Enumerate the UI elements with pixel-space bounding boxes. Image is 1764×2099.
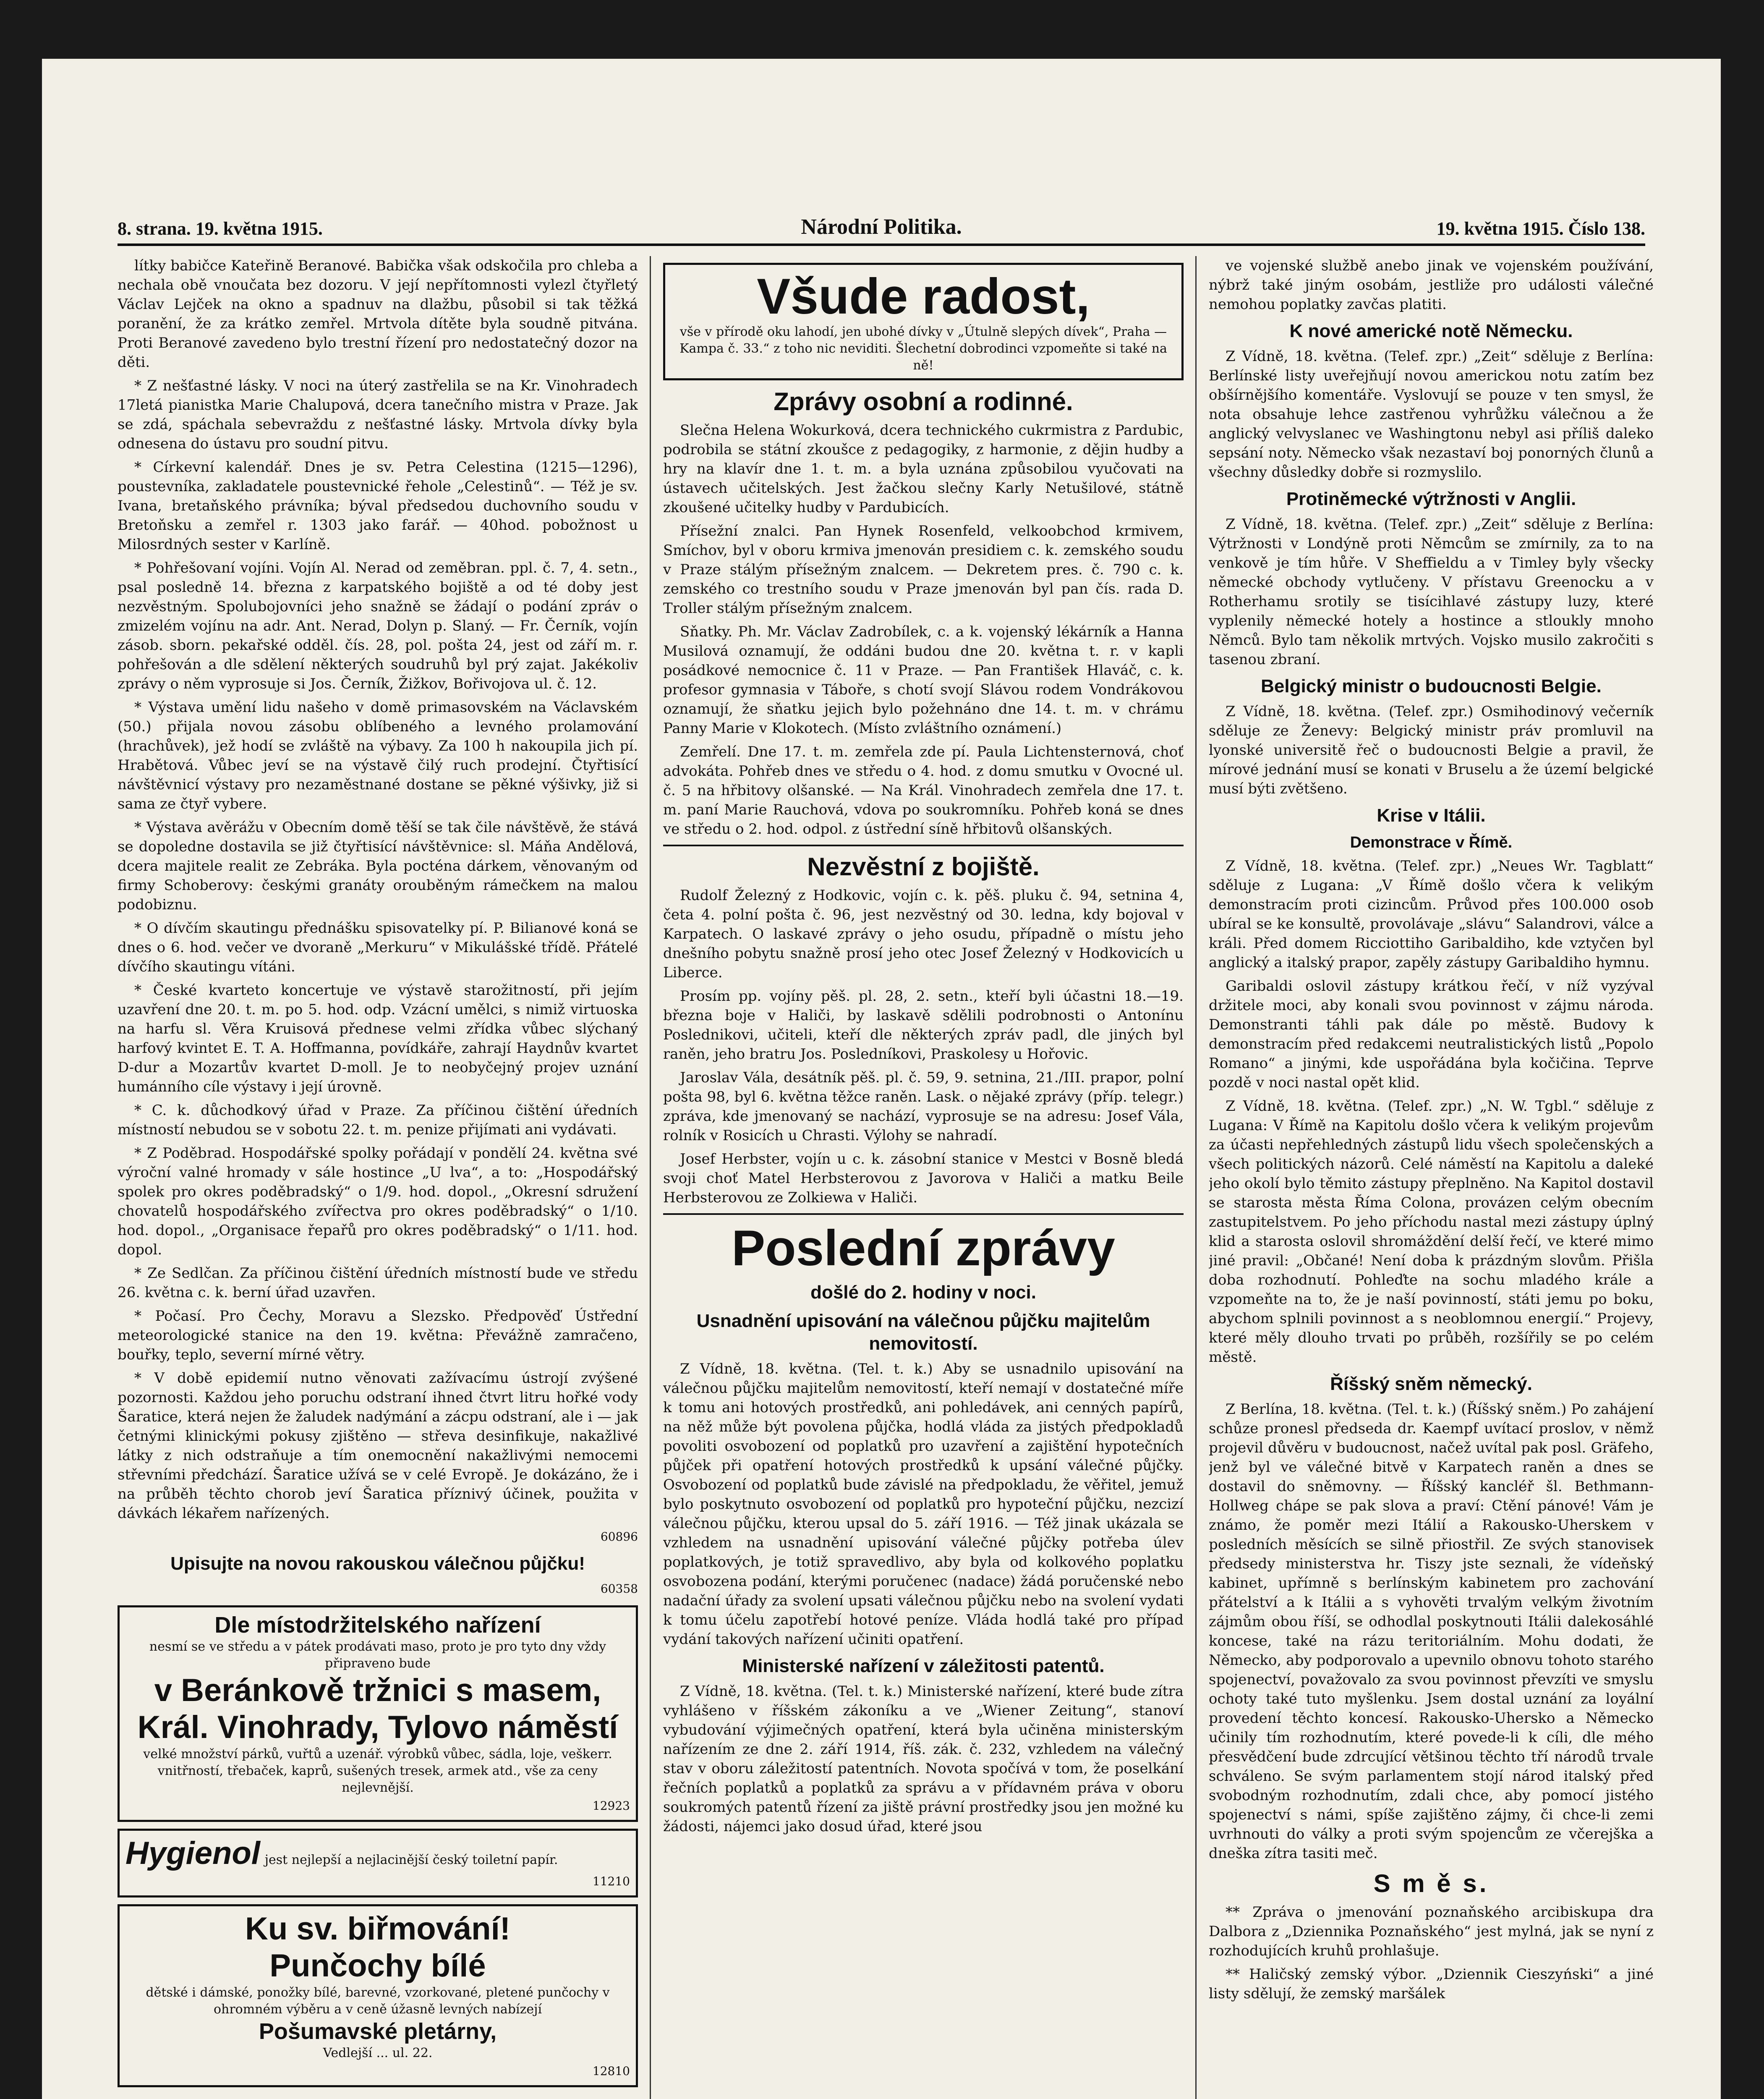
ad-number: 12923 [592,1799,630,1813]
masthead: Národní Politika. [801,215,962,239]
article-heading: K nové americké notě Německu. [1289,321,1573,341]
article-heading: Protiněmecké výtržnosti v Anglii. [1286,489,1576,509]
section-heading: Poslední zprávy [732,1220,1115,1276]
section-subheading: došlé do 2. hodiny v noci. [810,1282,1036,1303]
article-text: Garibaldi oslovil zástupy krátkou řečí, v níž vyzýval držitele moci, aby konali svou povinnost v zájmu národa. Demonstranti táhli pak dále po městě. Budovy k demonstracím před redakcemi neutralistických listů „Popolo Romano“ a jinými, kde uspořádána byla kočičina. Teprve pozdě v noci nastal opět klid. [1209,978,1654,1091]
column-rule [650,256,651,2099]
article-text: ** Haličský zemský výbor. „Dziennik Cieszyński“ a jiné listy sdělují, že zemský maršálek [1209,1966,1654,2002]
ad-number: 60896 [600,1530,638,1544]
article-text: * V době epidemií nutno věnovati zažívacímu ústrojí zvýšené pozornosti. Každou jeho poruchu odstraní ihned čtvrt litru hořké vody Šaratice, která nejen že žaludek nadýmání a zácpu odstraní, ale i — jak četnými klinickými pokusy zjištěno — střeva desinfikuje, nakažlivé látky z nich odstraňuje a tím onemocnění nakažlivými nemocemi střevními předchází. Šaratice užívá se v celé Evropě. Je dokázáno, že i na průběh těchto chorob jeví Šaratica příznivý účinek, použita v dávkách lékařem nařízených. [118,1370,638,1522]
ad-headline: Král. Vinohrady, Tylovo náměstí [137,1709,618,1745]
article-text: lítky babičce Kateřině Beranové. Babička však odskočila pro chleba a nechala obě vnoučata bez dozoru. V její nepřítomnosti vylezl čtyřletý Václav Lejček na okno a spadnuv na dlažbu, působil si tak těžká poranění, že za krátko zemřel. Mrtvola dítěte byla soudně pitvána. Proti Beranové zavedeno bylo trestní řízení pro nedostatečný dozor na děti. [118,257,638,371]
article-text: Z Vídně, 18. května. (Tel. t. k.) Ministerské nařízení, které bude zítra vyhlášeno v říšském zákoníku a ve „Wiener Zeitung“, stanoví vybudování výjimečných opatření, která byla učiněna ministerským nařízením ze dne 2. září 1914, říš. zák. č. 232, vzhledem na válečný stav v oboru záležitostí patentních. Novota spočívá v tom, že poselkání řečních poplatků a poplatků za správu a v přídavném práva v oboru soukromých patentů řízení za jiště právní prostředky jsou jen možné ku žádosti, nájemci jako dosud úřad, které jsou [663,1683,1184,1835]
section-heading: Nezvěstní z bojiště. [807,853,1040,881]
article-text: * České kvarteto koncertuje ve výstavě starožitností, při jejím uzavření dne 20. t. m. po 5. hod. odp. Vzácní umělci, s nimiž virtuoska na harfu sl. Věra Kruisová přednese velmi zřídka vůbec slýchaný harfový kvintet E. T. A. Hoffmanna, povídkáře, zahrají Haydnův kvartet D-dur a Mozartův kvartet D-moll. Je to neobyčejný projev uznání humánního cíle výstavy i její úrovně. [118,982,638,1095]
article-text: Z Vídně, 18. května. (Telef. zpr.) „N. W. Tgbl.“ sděluje z Lugana: V Římě na Kapitolu došlo včera k velikým projevům za účasti nepřehledných zástupů lidu všech společenských a všech politických názorů. Celé náměstí na Kapitolu a daleké jeho okolí bylo těmito zástupy přeplněno. Na Kapitol dostavil se starosta města Říma Colona, provázen celým obecním zastupitelstvem. Po jeho příchodu nastal mezi zástupy úplný klid a starosta oslovil shromáždění delší řečí, ve které mimo jiné pravil: „Občané! Není doba k prázdným slovům. Přišla doba rozhodnutí. Pohleďte na sochu mladého krále a vzpomeňte na to, že je naší povinností, státi jemu po boku, abychom splnili povinnost a s neoblomnou energií.“ Projevy, které měly dlouho trvati po průběh, rozšířily se po celém městě. [1209,1098,1654,1366]
article-text: * C. k. důchodkový úřad v Praze. Za příčinou čištění úředních místností nebudou se v sobotu 22. t. m. penize přijímati ani vydávati. [118,1102,638,1138]
article-text: Sňatky. Ph. Mr. Václav Zadrobílek, c. a k. vojenský lékárník a Hanna Musilová oznamují, že oddáni budou dne 20. května t. r. v kapli posádkové nemocnice č. 11 v Praze. — Pan František Hlaváč, c. k. profesor gymnasia v Táboře, s chotí svojí Slávou rodem Vondrákovou oznamují, že sňatku jejich bylo požehnáno dne 14. t. m. v chrámu Panny Marie v Klokotech. (Místo zvláštního oznámení.) [663,623,1184,737]
ad-number: 11210 [592,1874,630,1888]
market-ad [118,1605,638,1822]
article-text: Slečna Helena Wokurková, dcera technického cukrmistra z Pardubic, podrobila se státní zkoušce z pedagogiky, z harmonie, z dějin hudby a hry na klavír dne 1. t. m. a byla uznána způsobilou vyučovati na ústavech učitelských. Jest žačkou slečny Karly Netušilové, státně zkoušené učitelky hudby v Pardubicích. [663,422,1184,516]
article-text: Jaroslav Vála, desátník pěš. pl. č. 59, 9. setnina, 21./III. prapor, polní pošta 98, byl 6. května těžce raněn. Lask. o nějaké zprávy (příp. telegr.) zpráva, kde jmenovaný se nachází, vyprosuje se na adresu: Josef Vála, rolník v Rosicích u Chrasti. Výlohy se nahradí. [663,1069,1184,1144]
article-text: * Počasí. Pro Čechy, Moravu a Slezsko. Předpověď Ústřední meteorologické stanice na den 19. května: Převážně zamračeno, bouřky, teplo, severní mírné větry. [118,1308,638,1363]
article-text: * Výstava avěrážu v Obecním domě těší se tak čile návštěvě, že stává se dopoledne dostavila se již čtyřtisící návštěvnice: sl. Máňa Andělová, dcera majitele realit ze Zebráka. Byla pocténa dárkem, věnovaným od firmy Schoberovy: českými granáty orouběným rámečkem na malou podobiznu. [118,819,638,913]
article-text: * Pohřešovaní vojíni. Vojín Al. Nerad od zeměbran. ppl. č. 7, 4. setn., psal posledně 14. března z karpatského bojiště a od té doby jest nezvěstným. Spolubojovníci jeho snažně se žádají o podání zpráv o zmizelém vojínu na adr. Ant. Nerad, Dolyn p. Slaný. — Fr. Černík, vojín zásob. sborn. pekařské odděl. čís. 28, pol. pošta 24, jest od září m. r. pohřešován a dle sdělení některých soudruhů byl prý zajat. Jakékoliv zprávy o něm vyprosuje si Jos. Černík, Žižkov, Bořivojova ul. č. 12. [118,560,638,692]
newspaper-page [42,59,1721,2099]
column-rule [1195,256,1197,2099]
ad-headline: Všude radost, [757,268,1090,325]
column-2 [663,256,1184,2099]
article-text: * Ze Sedlčan. Za příčinou čištění úředních místností bude ve středu 26. května c. k. berní úřad uzavřen. [118,1265,638,1301]
article-text: Z Vídně, 18. května. (Telef. zpr.) Osmihodinový večerník sděluje ze Ženevy: Belgický ministr práv promluvil na lyonské universitě řeč o budoucnosti Belgie a pravil, že mírové jednání musí se konati v Bruselu a že území belgické musí býti zvětšeno. [1209,703,1654,797]
article-text: Přísežní znalci. Pan Hynek Rosenfeld, velkoobchod krmivem, Smíchov, byl v oboru krmiva jmenován presidiem c. k. zemského soudu v Praze stálým přísežným znalcem. — Dekretem pres. č. 790 c. k. zemského co trestního soudu v Praze jmenován byl pan čís. rada D. Troller stálým přísežným znalcem. [663,523,1184,617]
ad-number: 60358 [600,1582,638,1596]
ad-address: Vedlejší ... ul. 22. [323,2046,433,2060]
divider [663,1213,1184,1215]
section-heading: Zprávy osobní a rodinné. [774,387,1073,416]
article-subheading: Demonstrace v Římě. [1350,834,1513,851]
column-3 [1209,256,1654,2099]
article-text: Z Vídně, 18. května. (Tel. t. k.) Aby se usnadnilo upisování na válečnou půjčku majitelům nemovitostí, kteří nemají v dostatečné míře k tomu ani hotových prostředků, ani pohledávek, ani cenných papírů, na něž může být povolena půjčka, hodlá vláda za jistých předpokladů povoliti osvobození od poplatků pro uzavření a zajištění hypotečních půjček při opatření hotových prostředků k upsání válečné půjčky. Osvobození od poplatků bude závislé na předpokladu, že věřitel, jemuž bylo poskytnuto osvobození od poplatků pro hypoteční půjčku, nezcizí válečnou půjčku, kterou upsal do 5. září 1916. — Též jinak ukázala se vzhledem na usnadnění upisování válečné půjčky potřeba úlev poplatkových, je totiž spravedlivo, aby byla od kolkového poplatku osvobozena podání, kterými poručenec (nadace) žádá poručenské nebo nadační úřady za svolení upsati válečnou půjčku nebo na svolení vydati k tomu účelu zapotřebí hotové peníze. Vláda hodlá také pro případ vydání takových nařízení učiniti opatření. [663,1361,1184,1648]
article-text: * Církevní kalendář. Dnes je sv. Petra Celestina (1215—1296), poustevníka, zakladatele poustevnické řehole „Celestinů“. — Též je sv. Ivana, bretaňského právníka; býval předsedou duchovního soudu v Bretoňsku a zemřel r. 1303 jako farář. — 40hod. pobožnost u Milosrdných sester v Karlíně. [118,459,638,553]
ad-title: Dle místodržitelského nařízení [214,1612,541,1638]
ad-headline: Punčochy bílé [269,1948,486,1984]
stockings-ad [118,1904,638,2087]
article-text: Z Berlína, 18. května. (Tel. t. k.) (Říšský sněm.) Po zahájení schůze pronesl předseda dr. Kaempf uvítací proslov, v němž projevil důvěru v budoucnost, načež uvítal pak posl. Gräfeho, jenž byl ve válečné bitvě v Karpatech raněn a dnes se dostavil do sněmovny. — Říšský kancléř šl. Bethmann-Hollweg chápe se pak slova a praví: Ctění pánové! Vám je známo, že poměr mezi Itálií a Rakousko-Uherskem v posledních měsících se silně přiostřil. Ze svých stanovisek předsedy ministerstva hr. Tiszy jste seznali, že vídeňský kabinet, upřímně s berlínským kabinetem pro zachování přátelství a k Itálii a s vyhověti trvalým velkým životním zájmům obou říší, se odhodlal poskytnouti Itálii dalekosáhlé koncese, také na rázu teritoriálním. Mohu dodati, že Německo, aby podporovalo a upevnilo obnovu tohoto starého spojenectví, považovalo za svou povinnost převzíti ve smyslu ochoty také tuto myšlenku. Jsem dostal uznání za loyální provedení těchto koncesí. Rakousko-Uhersko a Německo učinily tím rozhodnutím, které povede-li k cíli, dle mého přesvědčení bude zdrcující většinou těchto tří národů trvale schváleno. Se svým parlamentem stojí národ italský před svobodným rozhodnutím, zdali chce, aby pomocí jistého spojenectví s námi, spíše zajištěno zájmy, či chce-li zemi uvrhnouti do války a proti svým spojencům ze včerejška a dneška zítra tasiti meč. [1209,1401,1654,1862]
divider [663,845,1184,846]
article-text: ve vojenské službě anebo jinak ve vojenském používání, nýbrž také jiným osobám, jestliže pro události válečné nemohou poplatky zavčas platiti. [1209,257,1654,313]
article-text: Z Vídně, 18. května. (Telef. zpr.) „Zeit“ sděluje z Berlína: Výtržnosti v Londýně proti Němcům se zmírnily, za to na venkově je tím hůře. V Sheffieldu a v Timley byly všecky německé obchody vytlučeny. V přístavu Greenocku a v Rotherhamu srotily se tisícihlavé zástupy luzy, které vyplenily německé hotely a hostince a stloukly mnoho Němců. Bylo tam několik mrtvých. Vojsko musilo zakročiti s tasenou zbraní. [1209,516,1654,668]
article-text: * Výstava umění lidu našeho v domě primasovském na Václavském (50.) přijala novou zásobu oblíbeného a levného prolamování (hrachůvek), jež hodí se zvláště na výbavy. Za 100 h nakoupila jich pí. Hrabětová. Vůbec jeví se na výstavě čilý ruch prodejní. Čtyřtisící návštěvnicí výstavy pro nezaměstnané dostane se pěkné výšivky, již si sama ze čtyř vybere. [118,699,638,812]
article-heading: Říšský sněm německý. [1330,1374,1532,1394]
ad-text: vše v přírodě oku lahodí, jen ubohé dívky v „Útulně slepých dívek“, Praha — Kampa č. 33.“ z toho nic neviditi. Šlechetní dobrodinci vzpomeňte si také na ně! [679,325,1167,373]
loan-ad: Upisujte na novou rakouskou válečnou půjčku! [170,1553,585,1574]
header-right: 19. května 1915. Číslo 138. [1436,218,1645,239]
article-text: Prosím pp. vojíny pěš. pl. 28, 2. setn., kteří byli účastni 18.—19. března boje v Haliči, by laskavě sdělili podrobnosti o Antonínu Poslednikovi, učiteli, kteří dle některých zpráv padl, dle jiných byl raněn, jeho bratru Jos. Posledníkovi, Praskolesy u Hořovic. [663,988,1184,1063]
charity-ad [663,263,1184,380]
ad-text: dětské i dámské, ponožky bílé, barevné, vzorkované, pletené punčochy v ohromném výběru a v ceně úžasně levných nabízejí [146,1985,610,2017]
ad-headline: Hygienol [125,1835,260,1871]
article-heading: Usnadnění upisování na válečnou půjčku majitelům nemovitostí. [696,1311,1150,1354]
ad-headline: v Beránkově tržnici s masem, [154,1672,601,1708]
ad-number: 12810 [592,2064,630,2078]
hygienol-ad [118,1829,638,1897]
ad-firm: Pošumavské pletárny, [259,2019,497,2044]
section-heading: S m ě s. [1373,1869,1489,1897]
article-heading: Krise v Itálii. [1377,805,1486,826]
ad-headline: Ku sv. biřmování! [245,1911,511,1947]
article-text: * Z nešťastné lásky. V noci na úterý zastřelila se na Kr. Vinohradech 17letá pianistka Marie Chalupová, dcera tanečního mistra v Praze. Jak se zdá, spáchala sebevraždu z nešťastné lásky. Mrtvola dívky byla odnesena do ústavu pro soudní pitvu. [118,377,638,452]
article-text: Zemřelí. Dne 17. t. m. zemřela zde pí. Paula Lichtensternová, choť advokáta. Pohřeb dnes ve středu o 4. hod. z domu smutku v Ovocné ul. č. 5 na hřbitovy olšanské. — Na Král. Vinohradech zemřela dne 17. t. m. paní Marie Rauchová, vdova po soukromníku. Pohřeb koná se dnes ve středu o 2. hod. odpol. z ústřední síně hřbitovů olšanských. [663,743,1184,838]
article-heading: Ministerské nařízení v záležitosti patentů. [742,1656,1105,1676]
article-heading: Belgický ministr o budoucnosti Belgie. [1261,676,1602,696]
ad-text: velké množství párků, vuřtů a uzenář. výrobků vůbec, sádla, loje, veškerr. vnitřností, třebaček, kaprů, sušených tresek, armek atd., vše za ceny nejlevnější. [143,1747,612,1795]
article-text: Z Vídně, 18. května. (Telef. zpr.) „Neues Wr. Tagblatt“ sděluje z Lugana: „V Římě došlo včera k velikým demonstracím proti cizincům. Průvod přes 100.000 osob ubíral se ke konsultě, provolávaje „slávu“ Salandrovi, válce a králi. Před domem Ricciottiho Garibaldiho, kde vztyčen byl anglický a italský prapor, zapěly zástupy Garibaldiho hymnu. [1209,858,1654,971]
ad-text: jest nejlepší a nejlacinější český toiletní papír. [264,1853,558,1867]
page-header [118,210,1645,246]
article-text: * Z Poděbrad. Hospodářské spolky pořádají v pondělí 24. května své výroční valné hromady v sále hostince „U lva“, a to: „Hospodářský spolek pro okres poděbradský“ o 1/9. hod. dopol., „Okresní sdružení chovatelů hospodářského zvířectva pro okres poděbradský“ o 1/10. hod. dopol., „Organisace řepařů pro okres poděbradský“ o 1/11. hod. dopol. [118,1145,638,1258]
article-text: Z Vídně, 18. května. (Telef. zpr.) „Zeit“ sděluje z Berlína: Berlínské listy uveřejňují novou americkou notu zatím bez obšírnějšího komentáře. Vyslovují se pouze v ten smysl, že nota obsahuje lehce zastřenou vyhrůžku válečnou a že anglický velvyslanec ve Washingtonu nebyl asi příliš daleko sepsání noty. Německo však nezastaví boj ponorných člunů a všechny důsledky dobře si rozmyslilo. [1209,348,1654,481]
article-text: Rudolf Železný z Hodkovic, vojín c. k. pěš. pluku č. 94, setnina 4, četa 4. polní pošta č. 96, jest nezvěstný od 30. ledna, kdy bojoval v Karpatech. O laskavé zprávy o jeho osudu, případně o místu jeho dnešního pobytu snažně prosí jeho otec Josef Železný v Hodkovicích u Liberce. [663,887,1184,981]
header-left: 8. strana. 19. května 1915. [118,218,323,239]
article-text: Josef Herbster, vojín u c. k. zásobní stanice v Mestci v Bosně bledá svoji choť Matel Herbsterovou z Javorova v Haliči a matku Beile Herbsterovou ze Zolkiewa v Haliči. [663,1151,1184,1206]
article-text: * O dívčím skautingu přednášku spisovatelky pí. P. Bilianové koná se dnes o 6. hod. večer ve dvoraně „Merkuru“ v Mikulášské třídě. Přátelé dívčího skautingu vítáni. [118,920,638,975]
article-text: ** Zpráva o jmenování poznaňského arcibiskupa dra Dalbora z „Dziennika Poznaňského“ jest mylná, jak se nyní z rozhodujících kruhů prohlašuje. [1209,1904,1654,1959]
column-1 [118,256,638,2099]
ad-text: nesmí se ve středu a v pátek prodávati maso, proto je pro tyto dny vždy připraveno bude [149,1639,606,1671]
